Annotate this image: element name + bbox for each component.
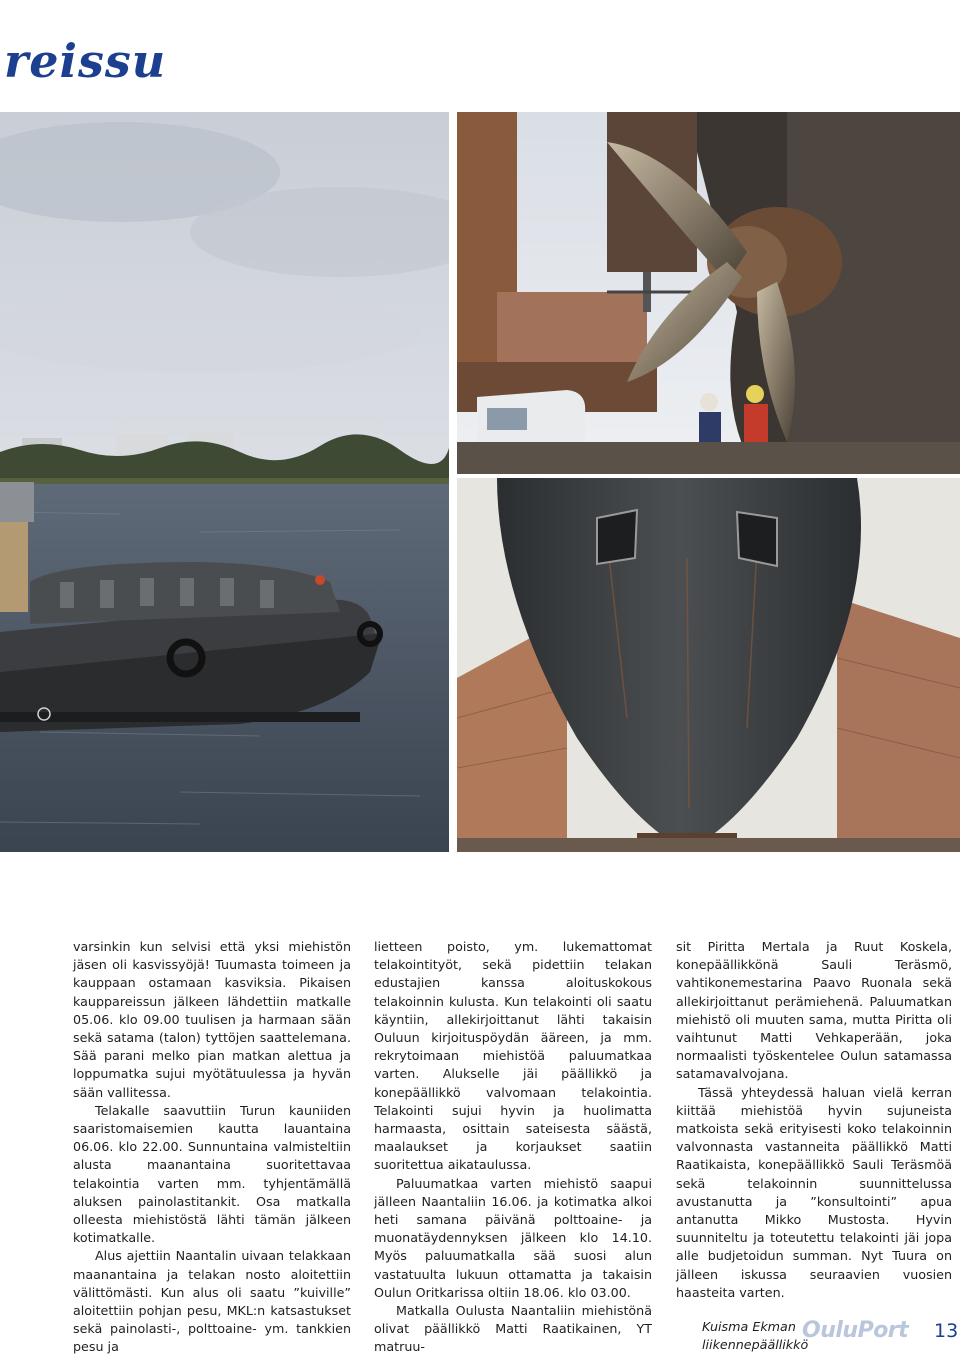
article-column-1 — [73, 938, 351, 1357]
page-number: 13 — [934, 1320, 959, 1342]
paragraph: Tässä yhteydessä haluan vielä kerran kiittää miehistöä hyvin sujuneista matkoista sekä erityisesti koko telakoinnin valvonnasta vastanneita päällikkö Matti Raatikaista, konepäällikkö Sauli Teräsmöä sekä telakoinnin suunnittelussa avustanutta ja ”konsultointi” apua antanutta Mikko Mustosta. Hyvin suunniteltu ja toteutettu telakointi jäi jopa alle budjetoidun summan. Nyt Tuura on jälleen iskussa seuraavien vuosien haasteita varten. — [676, 1084, 952, 1300]
paragraph: Paluumatkaa varten miehistö saapui jälleen Naantaliin 16.06. ja kotimatka alkoi heti samana päivänä polttoaine- ja muonatäydennyksen jälkeen klo 14.10. Myös paluumatkalla sää suosi alun vastatuulta lukuun ottamatta ja takaisin Oulun Oritkarissa oltiin 18.06. klo 03.00. — [374, 1175, 652, 1300]
paragraph: lietteen poisto, ym. lukemattomat telakointityöt, sekä pidettiin telakan edustajien kanssa aloituskokous telakoinnin kulusta. Kun telakointi oli saatu käyntiin, allekirjoittanut lähti takaisin Ouluun kirjoituspöydän ääreen, ja mm. rekrytoimaan miehistöä paluumatkaa varten. Alukselle jäi päällikkö ja konepäällikkö valvomaan telakointia. Telakointi sujui hyvin ja huolimatta harmaasta, osittain sateisesta säästä, maalaukset ja korjaukset saatiin suoritettua aikataulussa. — [374, 939, 652, 1173]
paragraph: sit Piritta Mertala ja Ruut Koskela, konepäällikkönä Sauli Teräsmö, vahtikonemestarina Paavo Ruonala sekä allekirjoittanut perämiehenä. Paluumatkan miehistö oli muuten sama, mutta Piritta oli vaihtunut Matti Vehkaperään, joka normaalisti työskentelee Oulun satamassa satamavalvojana. — [676, 939, 952, 1082]
author-title: liikennepäällikkö — [702, 1337, 809, 1353]
ship-bow-photo — [457, 478, 960, 852]
tugboat-photo — [0, 112, 449, 852]
paragraph: Alus ajettiin Naantalin uivaan telakkaan maanantaina ja telakan nosto aloitettiin välittömästi. Kun alus oli saatu ”kuiville” aloitettiin pohjan pesu, MKL:n katsastukset sekä painolasti-, polttoaine- ym. tankkien pesu ja — [73, 1248, 351, 1355]
propeller-photo — [457, 112, 960, 474]
author-name: Kuisma Ekman — [702, 1319, 796, 1335]
section-title: reissu — [4, 34, 167, 88]
paragraph: Matkalla Oulusta Naantaliin miehistönä olivat päällikkö Matti Raatikainen, YT matruu- — [374, 1303, 652, 1355]
article-column-2 — [374, 938, 652, 1357]
paragraph: varsinkin kun selvisi että yksi miehistön jäsen oli kasvissyöjä! Tuumasta toimeen ja kauppaan ostamaan kasviksia. Pikaisen kauppareissun jälkeen lähdettiin matkalle 05.06. klo 09.00 tuulisen ja harmaan sään sekä satama (talon) tyttöjen saattelemana. Sää parani melko pian matkan alettua ja loppumatka sujui myötätuulessa ja hyvän sään vallitessa. — [73, 939, 351, 1100]
ouluport-logo: OuluPort — [802, 1318, 909, 1343]
paragraph: Telakalle saavuttiin Turun kauniiden saaristomaisemien kautta lauantaina 06.06. klo 22.00. Sunnuntaina valmisteltiin alusta maanantaina suoritettavaa telakointia varten mm. tyhjentämällä aluksen painolastitankit. Osa matkalla olleesta miehistöstä lähti tämän jälkeen kotimatkalle. — [73, 1102, 351, 1246]
article-column-3 — [676, 938, 952, 1354]
